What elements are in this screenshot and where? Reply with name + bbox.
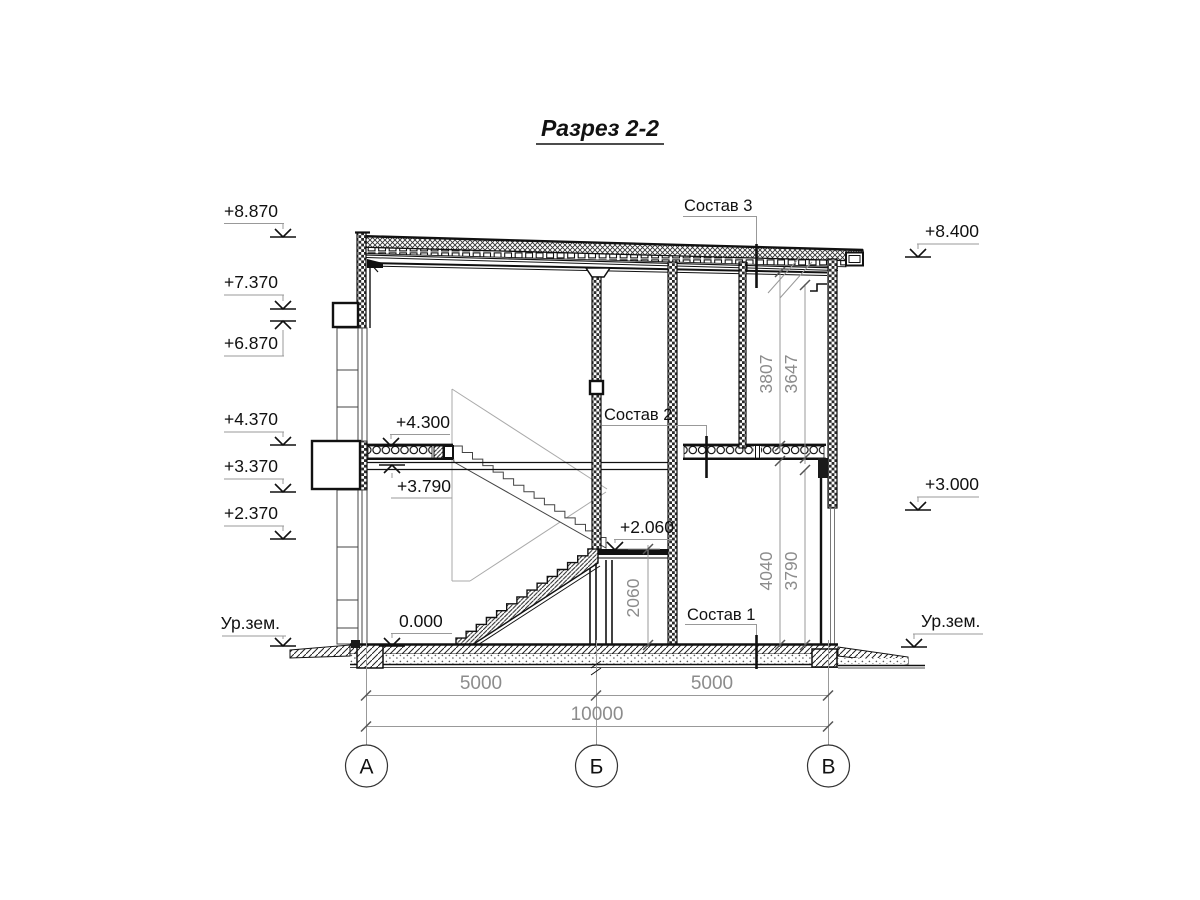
title-text: Разрез 2-2 <box>540 115 660 141</box>
mark-8400: +8.400 <box>925 221 980 241</box>
dim-2060: 2060 <box>623 578 643 618</box>
column-axis-b <box>590 277 603 549</box>
dim-3790: 3790 <box>781 551 801 591</box>
dim-total: 10000 <box>570 704 624 725</box>
mark-ground-right: Ур.зем. <box>921 611 981 631</box>
left-wall-window-lower <box>337 490 367 644</box>
mark-4370: +4.370 <box>223 409 278 429</box>
axis-label-b: Б <box>589 755 604 779</box>
left-wall <box>312 233 378 645</box>
foundation-right <box>812 649 837 667</box>
mark-8870: +8.870 <box>223 201 278 221</box>
dimension-upper-right <box>756 267 810 464</box>
stair-lower-flight <box>456 549 600 650</box>
left-canopy-lower <box>312 441 360 489</box>
apron-left <box>290 645 350 658</box>
elevation-mark <box>224 456 296 492</box>
elevation-mark <box>905 221 979 257</box>
elevation-mark <box>224 201 296 237</box>
elevation-mark <box>221 613 296 646</box>
mark-3790: +3.790 <box>397 476 452 496</box>
stair-upper-flight <box>452 446 606 548</box>
right-wall-beam <box>818 458 828 478</box>
dim-3807: 3807 <box>756 354 776 394</box>
left-wall-window-upper <box>337 328 367 441</box>
mark-7370: +7.370 <box>223 272 278 292</box>
dim-span-left: 5000 <box>459 673 503 694</box>
stair-railing-outline <box>452 389 607 581</box>
elevation-mark <box>224 409 296 445</box>
elevation-mark <box>901 611 983 647</box>
dim-span-right: 5000 <box>690 673 734 694</box>
mark-6870: +6.870 <box>223 333 278 353</box>
partition-wall-upper <box>739 262 746 448</box>
corbel-right <box>810 284 827 291</box>
ground-slab <box>290 640 925 668</box>
dimension-lower-right <box>756 456 810 650</box>
sostav1-label: Состав 1 <box>687 606 756 624</box>
mark-0000: 0.000 <box>399 611 443 631</box>
column-node <box>590 381 603 394</box>
elevation-marks-left <box>221 201 296 646</box>
foundation-left <box>357 645 383 668</box>
roof <box>358 236 863 298</box>
right-wall-section <box>828 259 837 508</box>
dim-3647: 3647 <box>781 354 801 394</box>
elevation-mark <box>224 503 296 539</box>
axis-label-v: В <box>821 755 836 779</box>
axis-label-a: А <box>359 755 374 779</box>
leader-sostav2 <box>602 406 707 478</box>
dimension-landing <box>615 544 660 650</box>
elevation-mark <box>379 611 452 646</box>
column-capital <box>586 268 610 277</box>
elevation-mark <box>905 474 979 510</box>
axis-bubbles <box>346 745 850 787</box>
left-canopy-upper <box>333 303 358 327</box>
mark-3000: +3.000 <box>925 474 980 494</box>
sostav3-label: Состав 3 <box>684 197 753 215</box>
dim-4040: 4040 <box>756 551 776 591</box>
elevation-mark <box>602 517 674 550</box>
elevation-mark <box>378 412 450 446</box>
mark-2060: +2.060 <box>620 517 675 537</box>
wall-below-landing <box>590 560 612 645</box>
sostav2-label: Состав 2 <box>604 406 673 424</box>
partition-wall-full <box>668 262 677 648</box>
mark-ground-left: Ур.зем. <box>220 613 280 633</box>
mark-4300: +4.300 <box>396 412 451 432</box>
drawing-title <box>536 115 664 144</box>
elevation-marks-right <box>901 221 983 647</box>
mark-3370: +3.370 <box>223 456 278 476</box>
elevation-mark <box>224 321 296 356</box>
mark-2370: +2.370 <box>223 503 278 523</box>
elevation-mark <box>224 272 296 309</box>
